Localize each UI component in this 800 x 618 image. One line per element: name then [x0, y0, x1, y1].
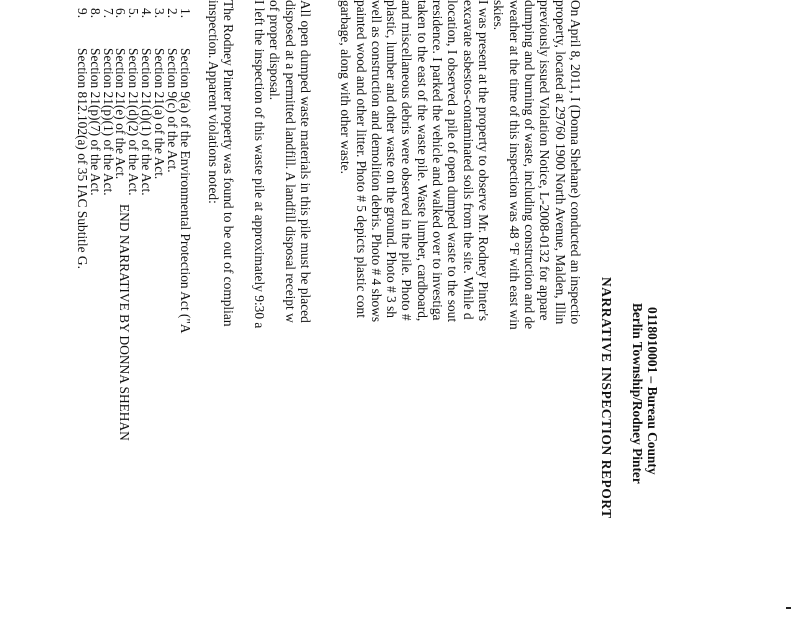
text-line: painted wood and other litter. Photo # 5 depicts plastic cont: [353, 0, 369, 318]
text-line: skies.: [491, 0, 507, 31]
violation-number: 1.: [178, 8, 193, 19]
violation-text: Section 21(a) of the Act.: [152, 48, 168, 180]
rotated-report-body: [74, 0, 680, 618]
text-line: residence. I parked the vehicle and walked over to investiga: [430, 0, 446, 321]
text-line: I left the inspection of this waste pile at approximately 9:30 a: [252, 0, 267, 329]
violation-number: 9.: [74, 8, 90, 19]
text-line: and miscellaneous debris were observed in the pile. Photo #: [399, 0, 415, 321]
violation-item: [75, 8, 90, 269]
end-narrative-line: END NARRATIVE BY DONNA SHEHAN: [117, 204, 132, 441]
violation-text: Section 21(p)(1) of the Act.: [100, 48, 116, 196]
text-line: taken to the east of the waste pile. Waste lumber, cardboard,: [414, 0, 430, 322]
text-line: dumping and burning of waste, including construction and de: [522, 0, 538, 330]
text-line: All open dumped waste materials in this pile must be placed: [298, 0, 313, 323]
violation-text: Section 21(d)(1) of the Act.: [139, 48, 155, 196]
violation-text: Section 21(d)(2) of the Act.: [126, 48, 142, 196]
report-id-line: 0118010001 – Bureau County: [645, 307, 660, 475]
text-line: On April 8, 2011, I (Donna Shehane) conducted an inspectio: [568, 0, 583, 325]
text-line: disposed at a permitted landfill. A landfill disposal receipt w: [282, 0, 298, 323]
violation-text: Section 9(a) of the Environmental Protection Act ("A: [178, 48, 193, 334]
text-line: previously issued Violation Notice, L-2008-0132 for appare: [537, 0, 553, 321]
text-line: location, I observed a pile of open dumped waste to the sout: [445, 0, 461, 323]
text-line: The Rodney Pinter property was found to be out of complian: [221, 0, 236, 327]
violation-number: 3.: [152, 8, 168, 19]
text-line: weather at the time of this inspection was 48 °F with east win: [506, 0, 522, 330]
text-line: plastic, lumber and other waste on the ground. Photo # 3 sh: [384, 0, 400, 318]
text-line: inspection. Apparent violations noted:: [205, 0, 221, 204]
violation-number: 4.: [139, 8, 155, 19]
violation-number: 6.: [113, 8, 129, 19]
violation-text: Section 21(e) of the Act.: [113, 48, 129, 180]
text-line: of proper disposal.: [267, 0, 283, 101]
violation-text: Section 812.102(a) of 35 IAC Subtitle G.: [74, 48, 90, 269]
text-line: I was present at the property to observe Mr. Rodney Pinter's: [476, 0, 491, 322]
text-line: property, located at 29760 1900 North Avenue, Malden, Illin: [552, 0, 568, 325]
violation-number: 8.: [87, 8, 103, 19]
violation-text: Section 9(c) of the Act.: [165, 48, 181, 173]
text-line: garbage, along with other waste.: [338, 0, 354, 175]
report-township-line: Berlin Township/Rodney Pinter: [630, 303, 645, 484]
text-line: well as construction and demolition debris. Photo # 4 shows: [368, 0, 384, 323]
violation-text: Section 21(p)(7) of the Act.: [87, 48, 103, 196]
violation-number: 7.: [100, 8, 116, 19]
scan-artifact: [786, 607, 791, 609]
report-title: NARRATIVE INSPECTION REPORT: [599, 277, 614, 519]
violation-number: 5.: [126, 8, 142, 19]
text-line: excavate asbestos-contaminated soils from the site. While d: [460, 0, 476, 320]
violation-number: 2.: [165, 8, 181, 19]
